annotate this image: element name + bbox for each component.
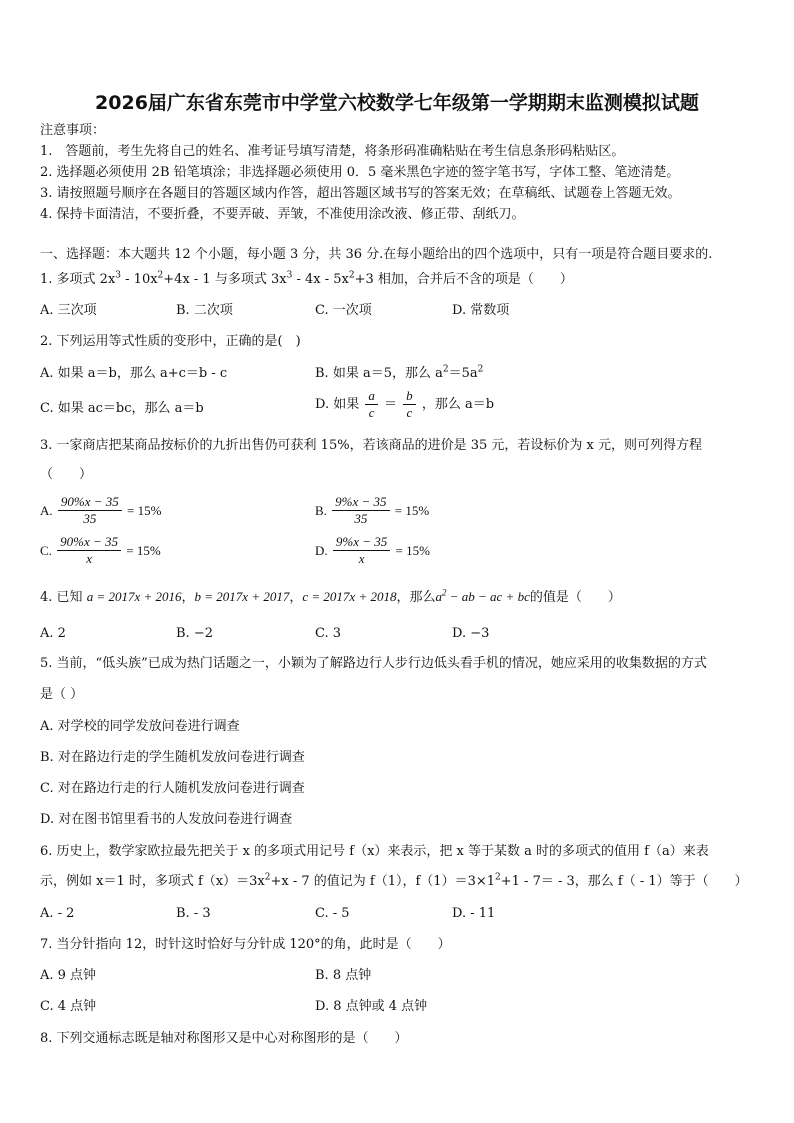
q2-option-b: B. 如果 a＝5，那么 $a^2=5a^2$: [315, 364, 484, 381]
q7-option-c: C. 4 点钟: [40, 999, 97, 1014]
note-item: 2. 选择题必须使用 2B 铅笔填涂；非选择题必须使用 0．5 毫米黑色字迹的签字笔书写，字体工整、笔迹清楚。: [40, 165, 680, 180]
q4-option-a: A. 2: [40, 626, 66, 641]
notes-heading: 注意事项：: [40, 123, 106, 138]
q6-option-b: B. - 3: [176, 906, 211, 921]
q2-option-c: C. 如果 ac＝bc，那么 a＝b: [40, 401, 204, 416]
question-8-stem: 8. 下列交通标志既是轴对称图形又是中心对称图形的是（ ）: [40, 1031, 408, 1046]
q4-option-d: D. −3: [452, 626, 490, 641]
question-2-stem: 2. 下列运用等式性质的变形中，正确的是( ): [40, 334, 301, 349]
q6-option-c: C. - 5: [315, 906, 350, 921]
q1-option-c: C. 一次项: [315, 303, 372, 318]
q3-option-a: A. $\frac{90\%x - 35}{35}$ = 15%: [40, 494, 162, 526]
question-3-stem: 3. 一家商店把某商品按标价的九折出售仍可获利 15%，若该商品的进价是 35 元，若设标价为 x 元，则可列得方程: [40, 438, 702, 453]
q5-option-d: D. 对在图书馆里看书的人发放问卷进行调查: [40, 812, 293, 827]
question-5-stem-cont: 是（ ）: [40, 687, 84, 702]
q1-option-a: A. 三次项: [40, 303, 97, 318]
question-3-paren: （ ）: [40, 467, 93, 482]
question-5-stem: 5. 当前，“低头族”已成为热门话题之一，小颖为了解路边行人步行边低头看手机的情况，她应采用的收集数据的方式: [40, 656, 707, 671]
note-item: 4. 保持卡面清洁，不要折叠，不要弄破、弄皱，不准使用涂改液、修正带、刮纸刀。: [40, 207, 525, 222]
q7-option-a: A. 9 点钟: [40, 968, 97, 983]
q5-option-b: B. 对在路边行走的学生随机发放问卷进行调查: [40, 750, 305, 765]
question-6-stem: 6. 历史上，数学家欧拉最先把关于 x 的多项式用记号 f（x）来表示，把 x 等于某数 a 时的多项式的值用 f（a）来表: [40, 844, 709, 859]
q4-option-b: B. −2: [176, 626, 213, 641]
note-item: 3. 请按照题号顺序在各题目的答题区域内作答，超出答题区域书写的答案无效；在草稿纸、试题卷上答题无效。: [40, 186, 681, 201]
q5-option-a: A. 对学校的同学发放问卷进行调查: [40, 719, 240, 734]
question-6-stem-cont: 示，例如 x＝1 时，多项式 $f(x)=3x^2+x - 7$ 的值记为 f（1），$f(1)=3\times 1^2+1 - 7= - 3$，那么 f（ - 1）等于（ ）: [40, 872, 748, 889]
q2-option-a: A. 如果 a＝b，那么 a+c＝b - c: [40, 366, 228, 381]
page-title: 2026届广东省东莞市中学堂六校数学七年级第一学期期末监测模拟试题: [95, 92, 699, 114]
question-4-stem: 4. 已知 a = 2017x + 2016，b = 2017x + 2017，c = 2017x + 2018，那么$a^2$ − ab − ac + bc的值是（ ）: [40, 587, 621, 605]
q5-option-c: C. 对在路边行走的行人随机发放问卷进行调查: [40, 781, 305, 796]
q2-option-d: D. 如果 $\frac{a}{c}$ ＝ $\frac{b}{c}$ ，那么 a＝b: [315, 388, 495, 420]
q3-option-d: D. $\frac{9\%x - 35}{x}$ = 15%: [315, 534, 430, 566]
q7-option-d: D. 8 点钟或 4 点钟: [315, 999, 428, 1014]
q1-option-b: B. 二次项: [176, 303, 233, 318]
q3-option-c: C. $\frac{90\%x - 35}{x}$ = 15%: [40, 534, 161, 566]
q1-option-d: D. 常数项: [452, 303, 510, 318]
section-heading: 一、选择题：本大题共 12 个小题，每小题 3 分，共 36 分.在每小题给出的四个选项中，只有一项是符合题目要求的.: [40, 247, 713, 262]
q7-option-b: B. 8 点钟: [315, 968, 372, 983]
q3-option-b: B. $\frac{9\%x - 35}{35}$ = 15%: [315, 494, 430, 526]
q6-option-a: A. - 2: [40, 906, 75, 921]
question-1-stem: 1. 多项式 $2x^3 - 10x^2+4x - 1$ 与多项式 $3x^3 - 4x - 5x^2+3$ 相加，合并后不含的项是（ ）: [40, 270, 573, 287]
q6-option-d: D. - 11: [452, 906, 496, 921]
note-item: 1. 答题前，考生先将自己的姓名、准考证号填写清楚，将条形码准确粘贴在考生信息条形码粘贴区。: [40, 144, 625, 159]
q4-option-c: C. 3: [315, 626, 342, 641]
question-7-stem: 7. 当分针指向 12，时针这时恰好与分针成 120°的角，此时是（ ）: [40, 937, 451, 952]
